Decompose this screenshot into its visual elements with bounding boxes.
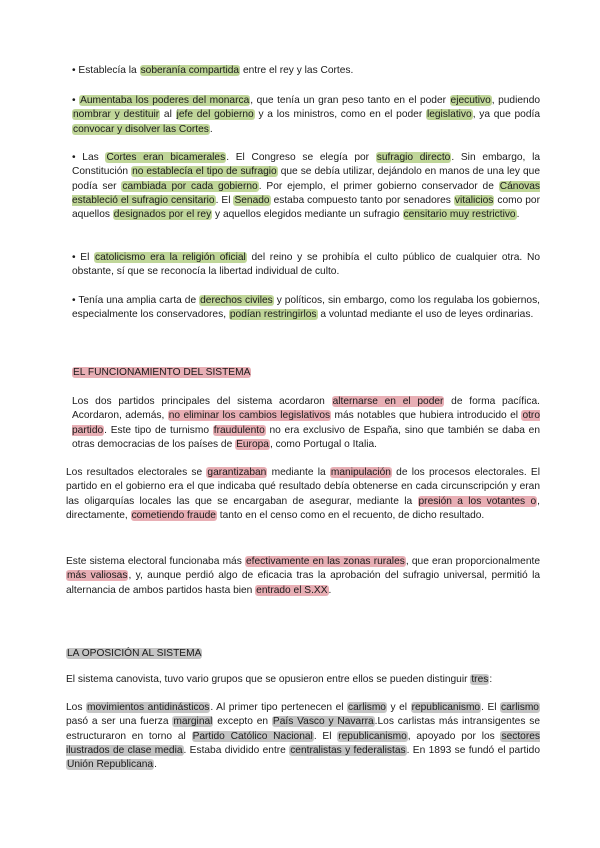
bullet-poderes-monarca (72, 94, 540, 137)
body-text: • Las (72, 152, 106, 163)
body-text: , apoyado por los (407, 730, 501, 742)
highlight-green-text: legislativo (426, 109, 472, 121)
highlight-green-text: nombrar y destituir (73, 109, 160, 121)
body-text: .Los carlistas más intransigentes se estructuraron en torno al (66, 716, 541, 742)
body-text: al (160, 109, 176, 121)
highlight-green-text: designados por el rey (113, 209, 212, 221)
highlight-red-text: fraudulento (213, 424, 265, 436)
highlight-gray-text: Unión Republicana (67, 759, 154, 771)
body-text: mediante la (267, 467, 330, 478)
bullet-catolicismo (72, 251, 540, 280)
body-text: , ya que podía (472, 109, 540, 121)
highlight-green-text: no establecía el tipo de sufragio (132, 166, 277, 178)
highlight-gray-text: marginal (173, 716, 213, 728)
body-text: : (489, 674, 493, 685)
body-text: . En 1893 se fundó el partido (406, 744, 540, 756)
highlight-gray-text: movimientos antidinásticos (86, 702, 210, 713)
section-funcionamiento-title (72, 366, 540, 380)
paragraph-funcionamiento-2 (66, 466, 540, 523)
body-text: . (209, 123, 213, 135)
body-text: • El (72, 252, 95, 263)
body-text: Los dos partidos principales del sistema acordaron (72, 396, 332, 407)
highlight-green-text: Aumentaba los poderes del monarca (80, 95, 250, 106)
body-text: estaba compuesto tanto por senadores (270, 194, 454, 206)
highlight-green-text: Senado (234, 194, 270, 206)
highlight-green-text: catolicismo era la religión oficial (95, 252, 246, 263)
body-text: . Por ejemplo, el primer gobierno conservador de (258, 180, 499, 192)
body-text: . El Congreso se elegía por (226, 152, 376, 163)
body-text: . Al primer tipo pertenecen el (210, 702, 348, 713)
highlight-green-text: podían restringirlos (229, 309, 317, 321)
highlight-gray-text: sectores ilustrados de clase media (66, 730, 540, 756)
body-text: , que eran proporcionalmente (405, 556, 540, 567)
body-text: Los (66, 702, 86, 713)
highlight-gray-text: republicanismo (338, 730, 407, 742)
body-text: y a los ministros, como en el poder (254, 109, 426, 121)
body-text: . Estaba dividido entre (183, 744, 290, 756)
body-text: de forma pacífica. Acordaron, además, (72, 396, 540, 422)
body-text: y aquellos elegidos mediante un sufragio (212, 209, 403, 221)
body-text: . El (481, 702, 501, 713)
paragraph-funcionamiento-1 (72, 395, 540, 452)
body-text: , como Portugal o Italia. (269, 438, 377, 450)
section-title-text: LA OPOSICIÓN AL SISTEMA (67, 648, 202, 659)
body-text: . El (313, 730, 338, 742)
highlight-red-text: más valiosas (67, 570, 128, 582)
highlight-red-text: Europa (236, 438, 269, 450)
bullet-soberania (72, 64, 540, 78)
body-text: excepto en (213, 716, 272, 728)
body-text: El sistema canovista, tuvo vario grupos que se opusieron entre ellos se pueden distinguir (66, 674, 471, 685)
body-text: . (328, 584, 332, 596)
paragraph-oposicion-2 (66, 701, 540, 772)
highlight-gray-text: republicanismo (411, 702, 481, 713)
highlight-gray-text: País Vasco y Navarra (272, 716, 374, 728)
section-title-text: EL FUNCIONAMIENTO DEL SISTEMA (73, 367, 251, 378)
body-text: como por aquellos (72, 194, 540, 221)
highlight-green-text: cambiada por cada gobierno (122, 180, 258, 192)
body-text: pasó a ser una fuerza (66, 716, 173, 728)
body-text: del reino y se prohibía el culto público de cualquier otra. No obstante, sí que se reconocía la libertad individual de culto. (72, 252, 540, 278)
highlight-green-text: Cortes eran bicamerales (106, 152, 226, 163)
body-text: Este sistema electoral funcionaba más (66, 556, 245, 567)
highlight-red-text: no eliminar los cambios legislativos (168, 410, 331, 422)
body-text: . Este tipo de turnismo (104, 424, 213, 436)
highlight-green-text: sufragio directo (376, 152, 451, 163)
highlight-green-text: ejecutivo (450, 95, 491, 106)
highlight-red-text: manipulación (330, 467, 391, 478)
body-text: a voluntad mediante el uso de leyes ordinarias. (317, 309, 534, 321)
body-text: . Sin embargo, la Constitución (72, 152, 541, 178)
highlight-green-text: convocar y disolver las Cortes (73, 123, 209, 135)
body-text: Los resultados electorales se (66, 467, 207, 478)
highlight-green-text: censitario muy restrictivo (403, 209, 516, 221)
paragraph-oposicion-1 (66, 673, 540, 687)
highlight-red-text: entrado el S.XX (256, 584, 328, 596)
body-text: . (516, 209, 520, 221)
body-text: . El (215, 194, 234, 206)
body-text: no era exclusivo de España, sino que también se daba en otras democracias de los países de (72, 424, 540, 450)
highlight-red-text: efectivamente en las zonas rurales (246, 556, 405, 567)
highlight-red-text: presión a los votantes o (418, 495, 537, 507)
body-text: que se debía utilizar, dejándolo en manos de una ley que podía ser (72, 166, 540, 192)
body-text: • Tenía una amplia carta de (72, 295, 200, 306)
bullet-derechos (72, 294, 540, 323)
body-text: , directamente, (66, 495, 540, 521)
bullet-cortes (72, 151, 540, 222)
body-text: , que tenía un gran peso tanto en el poder (250, 95, 450, 106)
highlight-green-text: vitalicios (454, 194, 494, 206)
body-text: entre el rey y las Cortes. (240, 65, 354, 76)
highlight-gray-text: Partido Católico Nacional (192, 730, 313, 742)
body-text: • Establecía la (72, 65, 140, 76)
highlight-green-text: jefe del gobierno (176, 109, 254, 121)
highlight-green-text: soberanía compartida (140, 65, 240, 76)
body-text: y políticos, sin embargo, como los regulaba los gobiernos, especialmente los conservadores, (72, 295, 540, 321)
highlight-green-text: Cánovas estableció el sufragio censitario (72, 180, 540, 206)
body-text: de los procesos electorales. El partido en el gobierno era el que indicaba qué resultado debía obtenerse en cada circunscripción y eran las oligarquías locales las que se encargaban de asegurar, mediante la (66, 467, 540, 507)
highlight-gray-text: centralistas y federalistas (290, 744, 406, 756)
highlight-green-text: derechos civiles (200, 295, 273, 306)
highlight-gray-text: tres (471, 674, 489, 685)
body-text: . (154, 759, 157, 771)
body-text: , y, aunque perdió algo de eficacia tras la aprobación del sufragio universal, permitió la alternancia de ambos partidos hasta bien (66, 570, 541, 596)
body-text: y el (386, 702, 411, 713)
body-text: tanto en el censo como en el recuento, de dicho resultado. (216, 509, 485, 521)
highlight-red-text: alternarse en el poder (332, 396, 444, 407)
paragraph-funcionamiento-3 (66, 555, 540, 598)
body-text: • (72, 95, 80, 106)
body-text: más notables que hubiera introducido el (331, 410, 522, 422)
section-oposicion-title (66, 647, 540, 661)
highlight-gray-text: carlismo (348, 702, 386, 713)
highlight-red-text: garantizaban (207, 467, 267, 478)
highlight-red-text: otro partido (72, 410, 540, 436)
highlight-gray-text: carlismo (501, 702, 539, 713)
highlight-red-text: cometiendo fraude (131, 509, 216, 521)
body-text: , pudiendo (491, 95, 541, 106)
